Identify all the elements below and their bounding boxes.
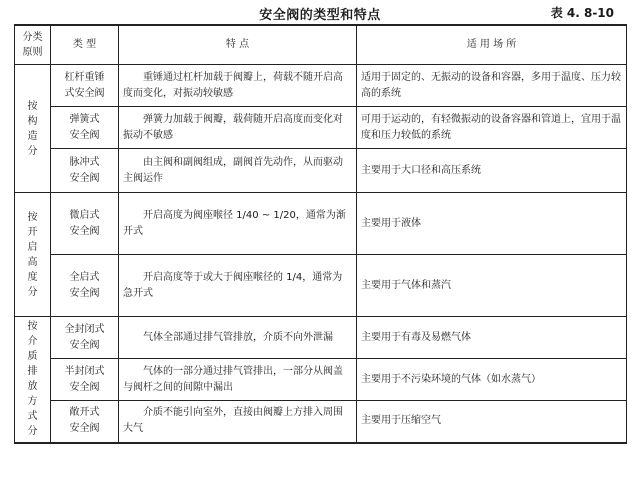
header-row bbox=[15, 25, 627, 65]
applications-cell: 主要用于气体和蒸汽 bbox=[357, 255, 627, 317]
table-row bbox=[15, 65, 627, 107]
type-line: 半封闭式 bbox=[64, 365, 105, 377]
type-line: 敞开式 bbox=[69, 407, 100, 419]
type-cell bbox=[51, 359, 119, 401]
features-cell: 介质不能引向室外，直接由阀瓣上方排入周围大气 bbox=[119, 401, 357, 443]
type-cell bbox=[51, 401, 119, 443]
type-line: 弹簧式 bbox=[69, 113, 100, 125]
applications-cell: 适用于固定的、无振动的设备和容器，多用于温度、压力较高的系统 bbox=[357, 65, 627, 107]
applications-cell: 主要用于大口径和高压系统 bbox=[357, 149, 627, 193]
type-line: 安全阀 bbox=[69, 423, 100, 435]
category-char: 分 bbox=[27, 145, 38, 157]
features-cell: 开启高度为阀座喉径 1/40 ~ 1/20，通常为渐开式 bbox=[119, 193, 357, 255]
type-cell bbox=[51, 149, 119, 193]
header-classification bbox=[15, 25, 51, 65]
features-cell: 重锤通过杠杆加载于阀瓣上，荷载不随开启高度而变化，对振动较敏感 bbox=[119, 65, 357, 107]
header-classification-line1: 分类 bbox=[22, 32, 43, 43]
applications-cell: 主要用于不污染环境的气体（如水蒸气） bbox=[357, 359, 627, 401]
category-char: 分 bbox=[27, 426, 38, 438]
applications-cell: 主要用于有毒及易燃气体 bbox=[357, 317, 627, 359]
table-title: 安全阀的类型和特点 bbox=[259, 8, 381, 23]
header-type: 类 型 bbox=[51, 25, 119, 65]
table-row bbox=[15, 193, 627, 255]
table-row bbox=[15, 107, 627, 149]
type-line: 安全阀 bbox=[69, 287, 100, 299]
type-cell bbox=[51, 65, 119, 107]
type-line: 安全阀 bbox=[69, 172, 100, 184]
category-by-structure bbox=[15, 65, 51, 193]
type-cell bbox=[51, 193, 119, 255]
category-char: 按 bbox=[27, 321, 38, 333]
features-cell: 气体的一部分通过排气管排出，一部分从阀盖与阀杆之间的间隙中漏出 bbox=[119, 359, 357, 401]
type-line: 脉冲式 bbox=[69, 156, 100, 168]
category-char: 按 bbox=[27, 100, 38, 112]
type-cell bbox=[51, 255, 119, 317]
table-number: 表 4. 8-10 bbox=[550, 6, 614, 20]
type-line: 安全阀 bbox=[69, 381, 100, 393]
category-char: 方 bbox=[27, 396, 38, 408]
header-applications: 适 用 场 所 bbox=[357, 25, 627, 65]
category-char: 高 bbox=[27, 256, 38, 268]
table-row bbox=[15, 359, 627, 401]
type-line: 杠杆重锤 bbox=[64, 71, 105, 83]
safety-valve-table bbox=[14, 24, 627, 444]
category-char: 启 bbox=[27, 241, 38, 253]
category-char: 开 bbox=[27, 226, 38, 238]
category-char: 度 bbox=[27, 271, 38, 283]
features-cell: 气体全部通过排气管排放，介质不向外泄漏 bbox=[119, 317, 357, 359]
category-char: 按 bbox=[27, 211, 38, 223]
features-cell: 弹簧力加载于阀瓣，载荷随开启高度而变化对振动不敏感 bbox=[119, 107, 357, 149]
features-cell: 由主阀和副阀组成，副阀首先动作，从而驱动主阀运作 bbox=[119, 149, 357, 193]
header-features: 特 点 bbox=[119, 25, 357, 65]
features-cell: 开启高度等于或大于阀座喉径的 1/4，通常为急开式 bbox=[119, 255, 357, 317]
category-char: 质 bbox=[27, 351, 38, 363]
category-char: 式 bbox=[27, 411, 38, 423]
category-char: 排 bbox=[27, 366, 38, 378]
table-row bbox=[15, 317, 627, 359]
category-by-opening-height bbox=[15, 193, 51, 317]
type-line: 安全阀 bbox=[69, 339, 100, 351]
table-row bbox=[15, 149, 627, 193]
applications-cell: 可用于运动的，有轻微振动的设备容器和管道上，宜用于温度和压力较低的系统 bbox=[357, 107, 627, 149]
category-char: 放 bbox=[27, 381, 38, 393]
type-line: 全启式 bbox=[69, 271, 100, 283]
header-classification-line2: 原则 bbox=[22, 47, 43, 58]
type-cell bbox=[51, 107, 119, 149]
category-by-discharge-mode bbox=[15, 317, 51, 443]
category-char: 构 bbox=[27, 115, 38, 127]
type-line: 安全阀 bbox=[69, 225, 100, 237]
type-line: 式安全阀 bbox=[64, 87, 105, 99]
type-line: 全封闭式 bbox=[64, 323, 105, 335]
applications-cell: 主要用于液体 bbox=[357, 193, 627, 255]
applications-cell: 主要用于压缩空气 bbox=[357, 401, 627, 443]
category-char: 造 bbox=[27, 130, 38, 142]
type-line: 安全阀 bbox=[69, 129, 100, 141]
table-row bbox=[15, 401, 627, 443]
type-cell bbox=[51, 317, 119, 359]
category-char: 分 bbox=[27, 286, 38, 298]
category-char: 介 bbox=[27, 336, 38, 348]
table-row bbox=[15, 255, 627, 317]
type-line: 微启式 bbox=[69, 209, 100, 221]
